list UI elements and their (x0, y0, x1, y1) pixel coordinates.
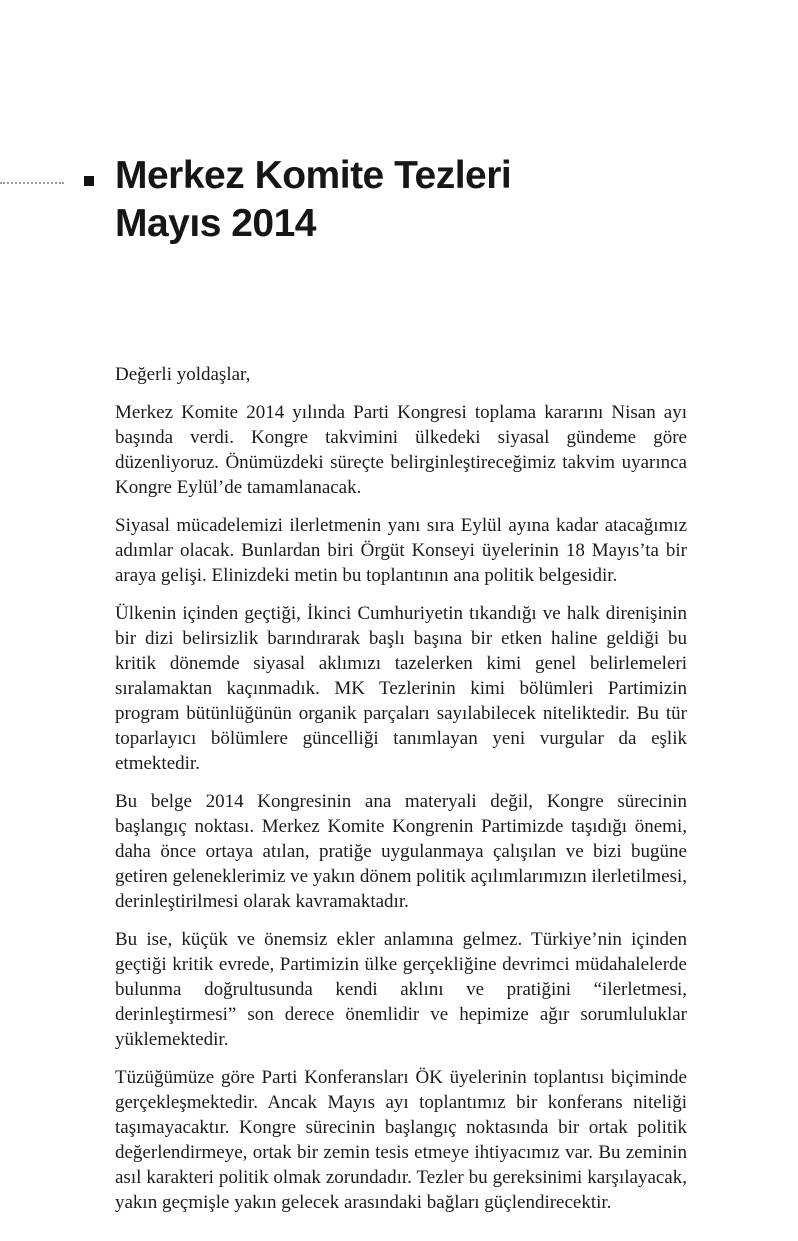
paragraph: Bu ise, küçük ve önemsiz ekler anlamına gelmez. Türkiye’nin içinden geçtiği kritik evrede, Partimizin ülke gerçekliğine devrimci müdahalelerde bulunma doğrultusunda kendi aklını ve pratiğini “ilerletmesi, derinleştirmesi” son derece önemlidir ve hepimize ağır sorumluluklar yüklemektedir. (115, 929, 687, 1050)
page-title-line-1: Merkez Komite Tezleri (115, 154, 512, 197)
dotted-margin-rule (0, 182, 64, 184)
body-paragraphs (115, 400, 687, 1215)
salutation: Değerli yoldaşlar, (115, 364, 251, 385)
page-title-line-2: Mayıs 2014 (115, 202, 316, 245)
page-title (115, 152, 715, 248)
paragraph: Siyasal mücadelemizi ilerletmenin yanı sıra Eylül ayına kadar atacağımız adımlar olacak. Bunlardan biri Örgüt Konseyi üyelerinin 18 Mayıs’ta bir araya gelişi. Elinizdeki metin bu toplantının ana politik belgesidir. (115, 515, 687, 586)
paragraph: Bu belge 2014 Kongresinin ana materyali değil, Kongre sürecinin başlangıç noktası. Merkez Komite Kongrenin Partimizde taşıdığı önemi, daha önce ortaya atılan, pratiğe uygulanmaya çalışılan ve bizi bugüne getiren geleneklerimiz ve yakın dönem politik açılımlarımızın ilerletilmesi, derinleştirilmesi olarak kavramaktadır. (115, 791, 687, 912)
body-text (115, 362, 687, 1228)
title-bullet-icon (84, 176, 94, 186)
paragraph: Merkez Komite 2014 yılında Parti Kongresi toplama kararını Nisan ayı başında verdi. Kongre takvimini ülkedeki siyasal gündeme göre düzenliyoruz. Önümüzdeki süreçte belirginleştireceğimiz takvim uyarınca Kongre Eylül’de tamamlanacak. (115, 402, 687, 498)
paragraph: Ülkenin içinden geçtiği, İkinci Cumhuriyetin tıkandığı ve halk direnişinin bir dizi belirsizlik barındırarak başlı başına bir etken haline geldiği bu kritik dönemde siyasal aklımızı tazelerken kimi genel belirlemeleri sıralamaktan kaçınmadık. MK Tezlerinin kimi bölümleri Partimizin program bütünlüğünün organik parçaları sayılabilecek niteliktedir. Bu tür toparlayıcı bölümlere güncelliği tanımlayan yeni vurgular da eşlik etmektedir. (115, 603, 687, 774)
paragraph: Tüzüğümüze göre Parti Konferansları ÖK üyelerinin toplantısı biçiminde gerçekleşmektedir. Ancak Mayıs ayı toplantımız bir konferans niteliği taşımayacaktır. Kongre sürecinin başlangıç noktasında bir ortak politik değerlendirmeye, ortak bir zemin tesis etmeye ihtiyacımız var. Bu zeminin asıl karakteri politik olmak zorundadır. Tezler bu gereksinimi karşılayacak, yakın geçmişle yakın gelecek arasındaki bağları güçlendirecektir. (115, 1067, 687, 1213)
